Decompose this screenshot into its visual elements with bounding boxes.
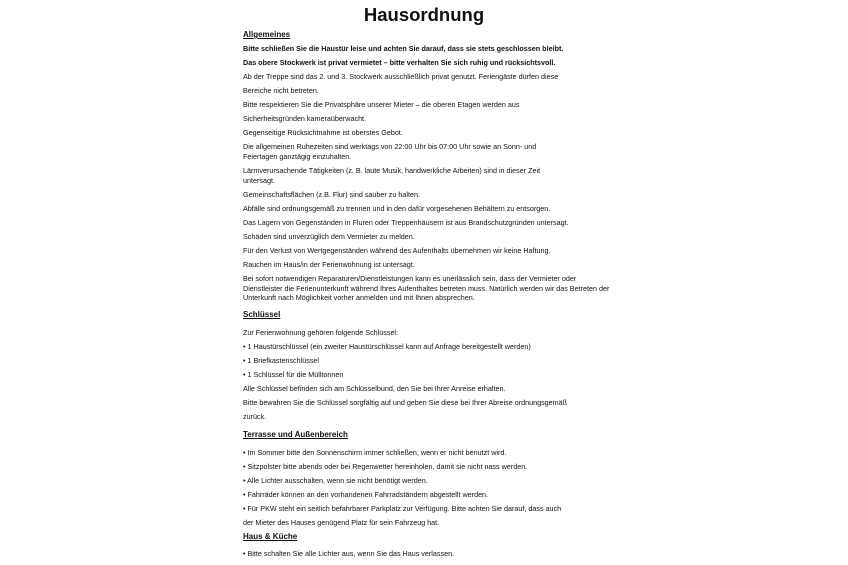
rule-line: der Mieter des Hauses genügend Platz für sein Fahrzeug hat. <box>243 518 440 527</box>
page-title: Hausordnung <box>363 4 485 25</box>
rule-line: Das obere Stockwerk ist privat vermietet – bitte verhalten Sie sich ruhig und rücksichtsvoll. <box>243 58 556 67</box>
rule-line: Bitte respektieren Sie die Privatsphäre unserer Mieter – die oberen Etagen werden aus <box>243 100 520 109</box>
rule-line: Zur Ferienwohnung gehören folgende Schlüssel: <box>243 328 399 337</box>
section-heading-allgemeines: Allgemeines <box>243 30 291 39</box>
rule-line: Ab der Treppe sind das 2. und 3. Stockwerk ausschließlich privat genutzt. Feriengäste dürfen diese <box>243 72 559 81</box>
list-item: • Alle Lichter ausschalten, wenn sie nicht benötigt werden. <box>243 476 428 485</box>
rule-line: Abfälle sind ordnungsgemäß zu trennen und in den dafür vorgesehenen Behältern zu entsorgen. <box>243 204 551 213</box>
rule-line: Rauchen im Haus/in der Ferienwohnung ist untersagt. <box>243 260 415 269</box>
rule-line: Die allgemeinen Ruhezeiten sind werktags von 22:00 Uhr bis 07:00 Uhr sowie an Sonn- und <box>243 142 537 151</box>
rule-line: Das Lagern von Gegenständen in Fluren oder Treppenhäusern ist aus Brandschutzgründen untersagt. <box>243 218 569 227</box>
rule-line: Bitte schließen Sie die Haustür leise und achten Sie darauf, dass sie stets geschlossen bleibt. <box>243 44 564 53</box>
section-heading-schluessel: Schlüssel <box>243 310 281 319</box>
list-item: • 1 Briefkastenschlüssel <box>243 356 320 365</box>
section-heading-terrasse: Terrasse und Außenbereich <box>243 430 348 439</box>
list-item: • Für PKW steht ein seitlich befahrbarer Parkplatz zur Verfügung. Bitte achten Sie darauf, dass auch <box>243 504 562 513</box>
rule-line: Bitte bewahren Sie die Schlüssel sorgfältig auf und geben Sie diese bei Ihrer Abreise ordnungsgemäß <box>243 398 568 407</box>
list-item: • 1 Schlüssel für die Mülltonnen <box>243 370 344 379</box>
rule-line: Sicherheitsgründen kameraüberwacht. <box>243 114 367 123</box>
list-item: • Sitzpolster bitte abends oder bei Regenwetter hereinholen, damit sie nicht nass werden. <box>243 462 528 471</box>
rule-line: Schäden sind unverzüglich dem Vermieter zu melden. <box>243 232 415 241</box>
rule-line: Feiertagen ganztägig einzuhalten. <box>243 152 352 161</box>
list-item: • Fahrräder können an den vorhandenen Fahrradständern abgestellt werden. <box>243 490 489 499</box>
rule-line: Alle Schlüssel befinden sich am Schlüsselbund, den Sie bei Ihrer Anreise erhalten. <box>243 384 506 393</box>
section-heading-haus-kueche: Haus & Küche <box>243 532 298 541</box>
rule-line: zurück. <box>243 412 267 421</box>
list-item: • 1 Haustürschlüssel (ein zweiter Haustürschlüssel kann auf Anfrage bereitgestellt werden) <box>243 342 531 351</box>
list-item: • Bitte schalten Sie alle Lichter aus, wenn Sie das Haus verlassen. <box>243 549 455 558</box>
rule-line: Gemeinschaftsflächen (z.B. Flur) sind sauber zu halten. <box>243 190 420 199</box>
list-item: • Im Sommer bitte den Sonnenschirm immer schließen, wenn er nicht benutzt wird. <box>243 448 507 457</box>
rule-line: untersagt. <box>243 176 275 185</box>
rule-line: Lärmverursachende Tätigkeiten (z. B. laute Musik, handwerkliche Arbeiten) sind in dieser Zeit <box>243 166 541 175</box>
rule-line: Gegenseitige Rücksichtnahme ist oberstes Gebot. <box>243 128 403 137</box>
rule-paragraph: Bei sofort notwendigen Reparaturen/Dienstleistungen kann es unerlässlich sein, dass der Vermieter oder Dienstleister die Ferienunterkunft während Ihres Aufenthaltes betreten muss. Natürlich werden wir das Betreten der Unterkunft nach Möglichkeit vorher anmelden und mit Ihnen absprechen. <box>243 274 610 303</box>
rule-line: Bereiche nicht betreten. <box>243 86 319 95</box>
rule-line: Für den Verlust von Wertgegenständen während des Aufenthalts übernehmen wir keine Haftung. <box>243 246 551 255</box>
